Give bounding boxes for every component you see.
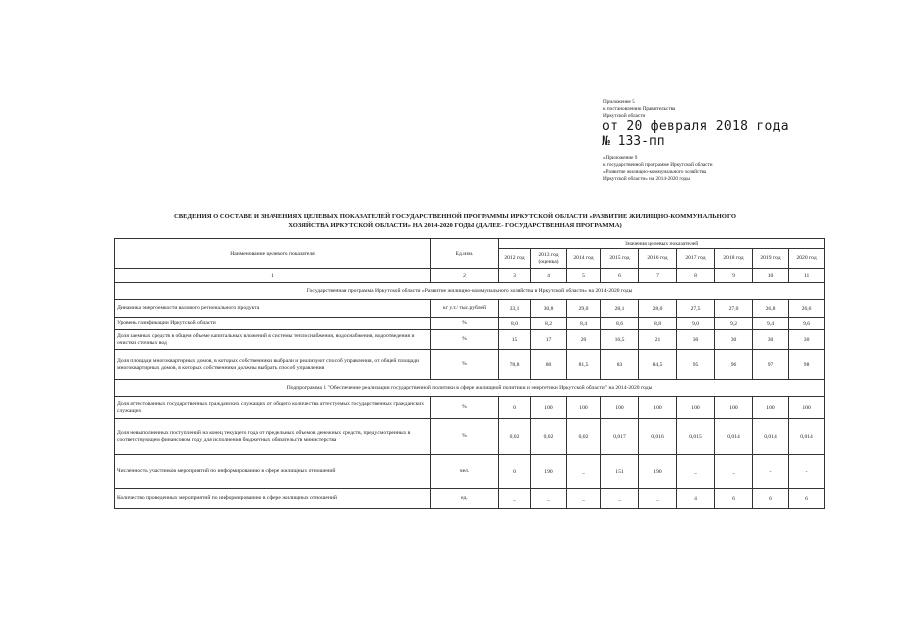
indicator-value: 30 (677, 330, 715, 350)
indicator-value: 33,1 (499, 300, 531, 318)
indicator-value: _ (715, 455, 753, 489)
table-row (115, 300, 825, 318)
indicator-value: _ (601, 489, 639, 509)
column-number: 11 (789, 269, 825, 283)
indicator-value: 0,02 (499, 419, 531, 455)
indicator-value: 0,015 (677, 419, 715, 455)
column-number: 10 (753, 269, 789, 283)
indicator-value: 20 (567, 330, 601, 350)
program-line: к государственной программе Иркутской области (603, 162, 713, 168)
indicator-value: 0 (499, 397, 531, 419)
indicator-value: 100 (677, 397, 715, 419)
indicator-value: 30,8 (531, 300, 567, 318)
indicator-value: - (789, 455, 825, 489)
indicator-value: 30 (753, 330, 789, 350)
indicator-value: 29,0 (567, 300, 601, 318)
indicator-value: 6 (715, 489, 753, 509)
indicator-value: 30 (715, 330, 753, 350)
indicator-value: 151 (601, 455, 639, 489)
indicator-value: 96 (715, 350, 753, 380)
indicator-value: 0,014 (753, 419, 789, 455)
indicator-value: 100 (601, 397, 639, 419)
indicator-name: Доля площади многоквартирных домов, в которых собственники выбрали и реализуют способ управления, от общей площади многоквартирных домов, в которых собственники должны выбрать способ управления (115, 350, 431, 380)
indicator-value: 8,4 (567, 318, 601, 330)
program-appendix: «Приложение 9 (603, 155, 638, 161)
indicator-name: Динамика энергоемкости валового регионального продукта (115, 300, 431, 318)
indicator-name: Уровень газификации Иркутской области (115, 318, 431, 330)
indicator-value: 28,1 (601, 300, 639, 318)
indicator-value: 0,016 (639, 419, 677, 455)
indicator-name: Доля аттестованных государственных гражданских служащих от общего количества аттестуемых государственных гражданских служащих (115, 397, 431, 419)
year-header: 2018 год (715, 249, 753, 269)
program-period: Иркутской области» на 2014-2020 годы (603, 176, 690, 182)
section-row-2 (115, 380, 825, 397)
indicator-value: 4 (677, 489, 715, 509)
indicator-value: 9,6 (789, 318, 825, 330)
indicator-value: 26,8 (753, 300, 789, 318)
region-line: Иркутской области (603, 113, 646, 119)
indicator-unit: % (431, 318, 499, 330)
indicator-value: 26,6 (789, 300, 825, 318)
header-row-1 (115, 239, 825, 249)
indicator-unit: % (431, 350, 499, 380)
indicator-name: Численность участников мероприятий по информированию в сфере жилищных отношений (115, 455, 431, 489)
indicator-value: - (753, 455, 789, 489)
indicator-value: 190 (639, 455, 677, 489)
col-name-header: Наименование целевого показателя (115, 239, 431, 269)
decree-line: к постановлению Правительства (603, 106, 676, 112)
section-row-1 (115, 283, 825, 300)
indicator-value: 9,4 (753, 318, 789, 330)
indicator-value: 6 (753, 489, 789, 509)
column-number: 3 (499, 269, 531, 283)
indicator-value: 95 (677, 350, 715, 380)
indicator-value: 6 (789, 489, 825, 509)
indicator-value: 0,02 (531, 419, 567, 455)
indicator-value: 27,0 (715, 300, 753, 318)
program-name: «Развитие жилищно-коммунального хозяйства (603, 169, 707, 175)
title-line-2: ХОЗЯЙСТВА ИРКУТСКОЙ ОБЛАСТИ» НА 2014-2020 ГОДЫ (ДАЛЕЕ- ГОСУДАРСТВЕННАЯ ПРОГРАММА) (288, 222, 622, 229)
column-number: 4 (531, 269, 567, 283)
decree-date: от 20 февраля 2018 года (602, 119, 789, 134)
col-unit-header: Ед.изм. (431, 239, 499, 269)
indicator-value: 9,0 (677, 318, 715, 330)
indicator-unit: % (431, 419, 499, 455)
document-title (110, 212, 800, 230)
table-row (115, 419, 825, 455)
indicator-name: Количество проведенных мероприятий по информированию в сфере жилищных отношений (115, 489, 431, 509)
title-line-1: СВЕДЕНИЯ О СОСТАВЕ И ЗНАЧЕНИЯХ ЦЕЛЕВЫХ ПОКАЗАТЕЛЕЙ ГОСУДАРСТВЕННОЙ ПРОГРАММЫ ИРКУТСКОЙ ОБЛАСТИ «РАЗВИТИЕ ЖИЛИЩНО-КОММУНАЛЬНОГО (173, 213, 737, 220)
indicator-value: 81,5 (567, 350, 601, 380)
year-header: 2012 год (499, 249, 531, 269)
indicator-value: 78,8 (499, 350, 531, 380)
table-row (115, 330, 825, 350)
section-2-title: Подпрограмма 1 "Обеспечение реализации государственной политики в сфере жилищной политики и энергетики Иркутской области" на 2014-2020 годы (115, 380, 825, 397)
indicator-value: _ (567, 489, 601, 509)
indicator-value: _ (677, 455, 715, 489)
indicator-value: 80 (531, 350, 567, 380)
values-header: Значения целевых показателей (499, 239, 825, 249)
year-header: 2014 год (567, 249, 601, 269)
indicator-value: 27,5 (677, 300, 715, 318)
indicator-value: 0,017 (601, 419, 639, 455)
indicator-value: 97 (753, 350, 789, 380)
indicator-value: 98 (789, 350, 825, 380)
indicator-value: 9,2 (715, 318, 753, 330)
year-header: 2019 год (753, 249, 789, 269)
column-number: 6 (601, 269, 639, 283)
indicator-value: 8,6 (601, 318, 639, 330)
table-row (115, 489, 825, 509)
indicator-value: 17 (531, 330, 567, 350)
table-row (115, 455, 825, 489)
indicator-value: 8,8 (639, 318, 677, 330)
indicator-value: _ (531, 489, 567, 509)
indicators-table (114, 238, 825, 509)
header-row-numbers (115, 269, 825, 283)
indicator-value: 190 (531, 455, 567, 489)
indicator-value: 84,5 (639, 350, 677, 380)
column-number: 8 (677, 269, 715, 283)
indicator-value: _ (567, 455, 601, 489)
indicator-unit: чел. (431, 455, 499, 489)
indicator-value: 0,02 (567, 419, 601, 455)
indicator-value: 100 (567, 397, 601, 419)
indicator-value: 0 (499, 455, 531, 489)
indicator-value: 100 (753, 397, 789, 419)
indicator-name: Доля заемных средств в общем объеме капитальных вложений в системы теплоснабжения, водоснабжения, водоотведения и очистки сточных вод (115, 330, 431, 350)
indicator-value: 21 (639, 330, 677, 350)
column-number: 7 (639, 269, 677, 283)
indicator-name: Доля невыполненных поступлений на конец текущего года от предельных объемов денежных средств, предусмотренных в соответствующем финансовом году для исполнения бюджетных обязательств министерства (115, 419, 431, 455)
indicator-value: 15 (499, 330, 531, 350)
indicator-value: 16,5 (601, 330, 639, 350)
indicator-value: 100 (789, 397, 825, 419)
indicator-value: 0,014 (789, 419, 825, 455)
year-header: 2020 год (789, 249, 825, 269)
indicator-unit: % (431, 397, 499, 419)
indicator-value: 30 (789, 330, 825, 350)
document-header (603, 99, 893, 183)
indicator-value: 8,0 (499, 318, 531, 330)
year-header: 2013 год (оценка) (531, 249, 567, 269)
table-row (115, 318, 825, 330)
year-header: 2015 год (601, 249, 639, 269)
indicator-unit: ед. (431, 489, 499, 509)
section-1-title: Государственная программа Иркутской области «Развитие жилищно-коммунального хозяйства в Иркутской области» на 2014-2020 годы (115, 283, 825, 300)
indicator-value: 100 (531, 397, 567, 419)
year-header: 2016 год (639, 249, 677, 269)
year-header: 2017 год (677, 249, 715, 269)
decree-number: № 133-пп (602, 134, 665, 149)
appendix-label: Приложение 5 (603, 99, 635, 105)
table-row (115, 350, 825, 380)
indicator-value: _ (499, 489, 531, 509)
table-row (115, 397, 825, 419)
indicator-value: 100 (715, 397, 753, 419)
column-number: 5 (567, 269, 601, 283)
indicator-value: 8,2 (531, 318, 567, 330)
indicator-value: 28,0 (639, 300, 677, 318)
indicator-unit: % (431, 330, 499, 350)
column-number: 9 (715, 269, 753, 283)
column-number: 1 (115, 269, 431, 283)
indicator-value: _ (639, 489, 677, 509)
indicator-value: 0,014 (715, 419, 753, 455)
indicator-value: 100 (639, 397, 677, 419)
column-number: 2 (431, 269, 499, 283)
indicator-value: 83 (601, 350, 639, 380)
indicator-unit: кг у.т./ тыс.рублей (431, 300, 499, 318)
